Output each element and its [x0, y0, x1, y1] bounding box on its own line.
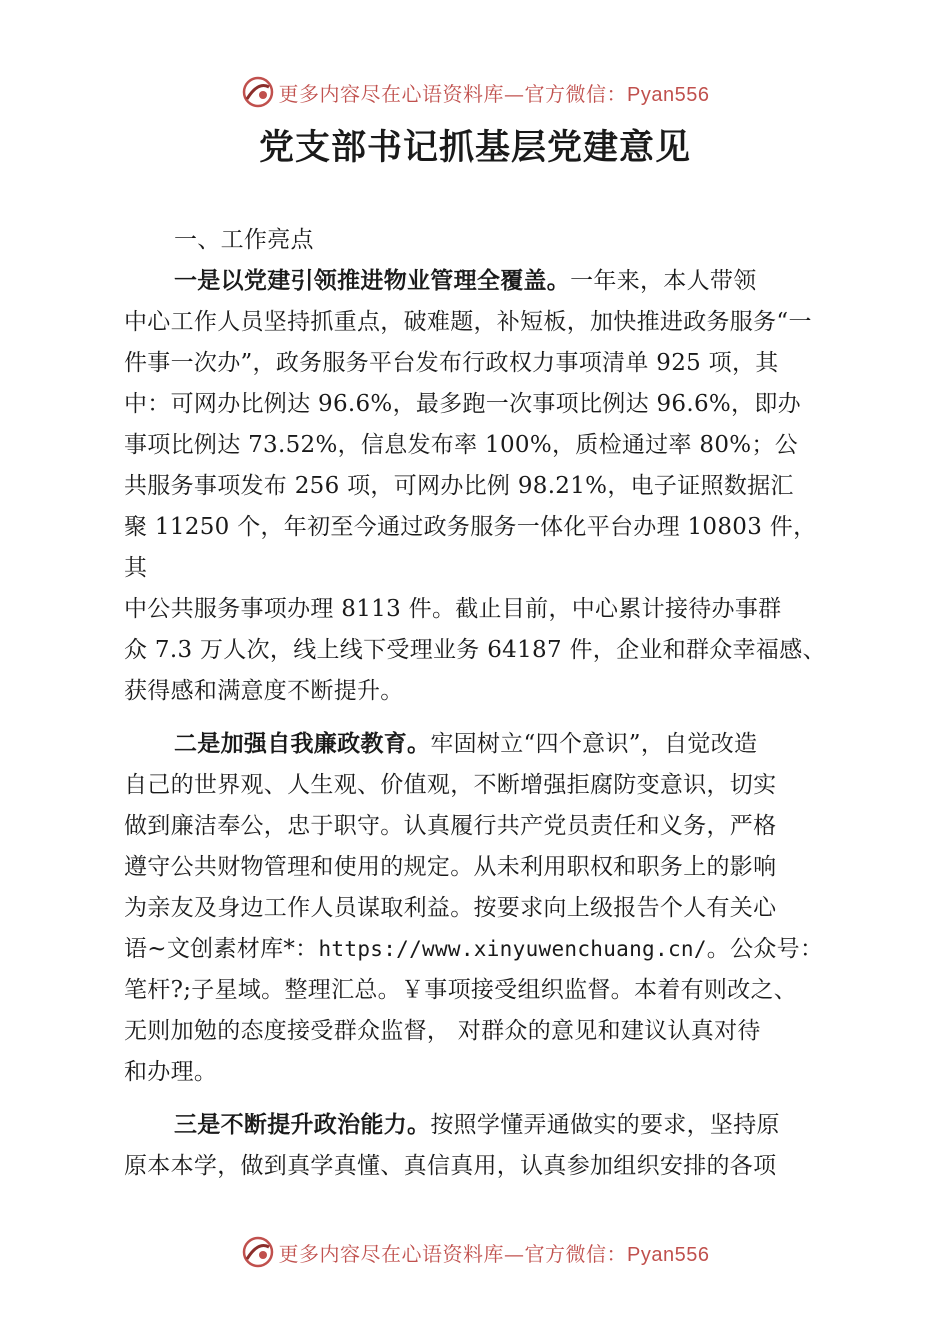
para2-line: 做到廉洁奉公，忠于职守。认真履行共产党员责任和义务，严格 — [124, 813, 777, 839]
document-title: 党支部书记抓基层党建意见 — [258, 127, 691, 168]
para1-line: 件事一次办”，政务服务平台发布行政权力事项清单 925 项，其 — [124, 350, 779, 376]
para2-url-line: 语~文创素材库*：https://www.xinyuwenchuang.cn/。公众号： — [124, 936, 824, 962]
para1-line-0: 一是以党建引领推进物业管理全覆盖。一年来，本人带领 — [174, 268, 757, 294]
para1-line: 事项比例达 73.52%，信息发布率 100%，质检通过率 80%；公 — [124, 432, 799, 458]
para1-line: 聚 11250 个，年初至今通过政务服务一体化平台办理 10803 件， — [124, 514, 817, 540]
para2-lead: 二是加强自我廉政教育。 — [174, 731, 431, 757]
para2-line: 为亲友及身边工作人员谋取利益。按要求向上级报告个人有关心 — [124, 895, 777, 921]
para3-line-0: 三是不断提升政治能力。按照学懂弄通做实的要求，坚持原 — [174, 1112, 780, 1138]
brand-logo-icon — [241, 75, 275, 109]
banner-wechat-id: Pyan556 — [627, 1243, 710, 1266]
brand-logo-icon — [241, 1235, 275, 1269]
banner-text: 更多内容尽在心语资料库—官方微信：Pyan556 — [278, 81, 710, 106]
para1-line: 众 7.3 万人次，线上线下受理业务 64187 件，企业和群众幸福感、 — [124, 637, 826, 663]
para2-line: 无则加勉的态度接受群众监督， 对群众的意见和建议认真对待 — [124, 1018, 761, 1044]
para1-line: 获得感和满意度不断提升。 — [124, 678, 404, 704]
para3-line: 原本本学，做到真学真懂、真信真用，认真参加组织安排的各项 — [124, 1153, 777, 1179]
para1-line: 其 — [124, 555, 148, 581]
section-heading: 一、工作亮点 — [174, 227, 314, 253]
para3-lead: 三是不断提升政治能力。 — [174, 1112, 431, 1138]
banner-text: 更多内容尽在心语资料库—官方微信：Pyan556 — [278, 1241, 710, 1266]
para2-line: 笔杆?;子星域。整理汇总。￥事项接受组织监督。本着有则改之、 — [124, 977, 798, 1003]
para1-line: 中公共服务事项办理 8113 件。截止目前，中心累计接待办事群 — [124, 596, 782, 622]
document-body — [124, 220, 864, 1187]
para1-line: 中：可网办比例达 96.6%，最多跑一次事项比例达 96.6%，即办 — [124, 391, 801, 417]
header-banner — [0, 74, 950, 110]
para1-line: 中心工作人员坚持抓重点，破难题，补短板，加快推进政务服务“一 — [124, 309, 812, 335]
source-url: https://www.xinyuwenchuang.cn/ — [318, 937, 707, 961]
para2-line: 和办理。 — [124, 1059, 218, 1085]
para2-line: 遵守公共财物管理和使用的规定。从未利用职权和职务上的影响 — [124, 854, 777, 880]
para2-line-0: 二是加强自我廉政教育。牢固树立“四个意识”，自觉改造 — [174, 731, 758, 757]
para2-line: 自己的世界观、人生观、价值观，不断增强拒腐防变意识，切实 — [124, 772, 777, 798]
para1-line: 共服务事项发布 256 项，可网办比例 98.21%，电子证照数据汇 — [124, 473, 794, 499]
banner-wechat-id: Pyan556 — [627, 83, 710, 106]
footer-banner — [0, 1234, 950, 1270]
para1-lead: 一是以党建引领推进物业管理全覆盖。 — [174, 268, 571, 294]
